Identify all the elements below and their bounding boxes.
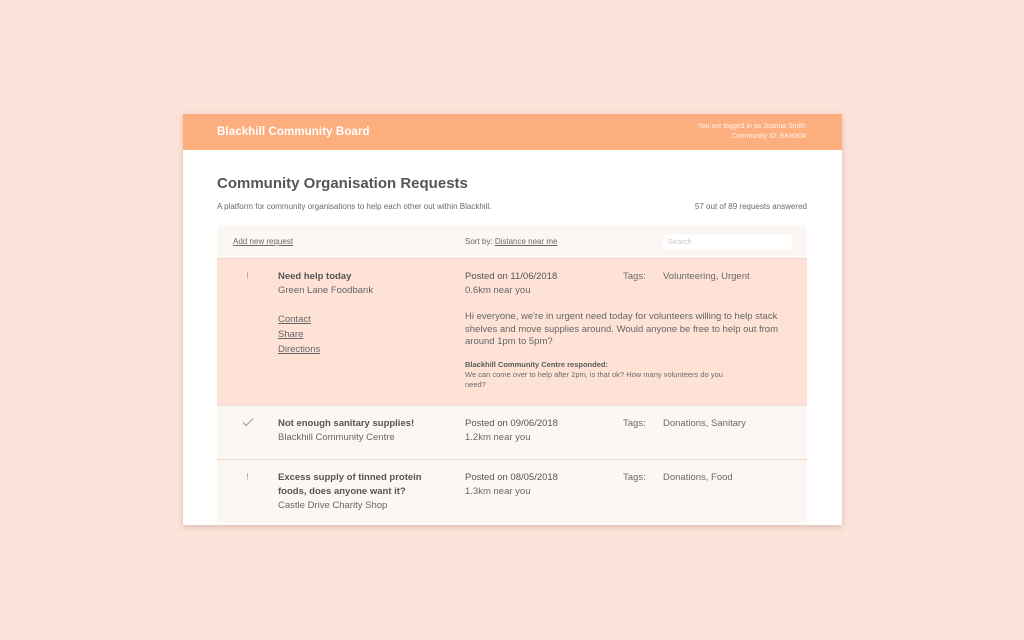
request-row[interactable] bbox=[217, 406, 807, 460]
sort-control bbox=[465, 237, 663, 246]
distance: 1.3km near you bbox=[465, 485, 531, 497]
distance: 1.2km near you bbox=[465, 431, 531, 443]
exclamation-icon: ! bbox=[246, 471, 249, 483]
header-bar bbox=[183, 114, 842, 150]
response-block bbox=[465, 360, 805, 390]
request-title: Not enough sanitary supplies! bbox=[278, 417, 415, 429]
distance: 0.6km near you bbox=[465, 285, 531, 296]
tags-values: Volunteering, Urgent bbox=[663, 271, 750, 282]
request-org: Blackhill Community Centre bbox=[278, 431, 395, 443]
community-id: Community ID: BKH304 bbox=[731, 133, 806, 140]
answered-stats: 57 out of 89 requests answered bbox=[694, 202, 807, 211]
tags-label: Tags: bbox=[623, 271, 646, 282]
app-window bbox=[183, 114, 842, 525]
page-subtitle: A platform for community organisations to help each other out within Blackhill. bbox=[217, 202, 492, 211]
search-input[interactable] bbox=[663, 235, 792, 249]
exclamation-icon: ! bbox=[246, 271, 249, 282]
brand-title[interactable]: Blackhill Community Board bbox=[217, 126, 370, 138]
posted-date: Posted on 11/06/2018 bbox=[465, 271, 558, 282]
posted-date: Posted on 08/05/2018 bbox=[465, 471, 558, 483]
request-org: Green Lane Foodbank bbox=[278, 285, 374, 296]
check-icon bbox=[217, 417, 278, 445]
sort-label: Sort by: bbox=[465, 237, 493, 246]
add-new-request-link[interactable]: Add new request bbox=[233, 237, 294, 246]
sort-option-link[interactable]: Distance near me bbox=[494, 237, 558, 246]
request-title: Excess supply of tinned protein foods, does anyone want it? bbox=[278, 471, 422, 497]
request-message: Hi everyone, we're in urgent need today for volunteers willing to help stack shelves and move supplies around. Would anyone be free to help out from around 1pm to 5pm? bbox=[465, 311, 778, 347]
directions-link[interactable]: Directions bbox=[278, 344, 321, 355]
logged-in-text: You are logged in as Joanna Smith bbox=[697, 122, 806, 130]
toolbar bbox=[217, 225, 807, 259]
requests-panel bbox=[217, 225, 807, 523]
tags-label: Tags: bbox=[623, 417, 646, 429]
response-author: Blackhill Community Centre responded: bbox=[465, 359, 608, 369]
page-title: Community Organisation Requests bbox=[217, 175, 468, 192]
tags-label: Tags: bbox=[623, 471, 646, 483]
user-info bbox=[698, 122, 806, 143]
share-link[interactable]: Share bbox=[278, 329, 304, 340]
request-row[interactable] bbox=[217, 460, 807, 523]
request-org: Castle Drive Charity Shop bbox=[278, 499, 388, 511]
response-text: We can come over to help after 2pm, is that ok? How many volunteers do you need? bbox=[465, 369, 723, 389]
posted-date: Posted on 09/06/2018 bbox=[465, 417, 558, 429]
tags-values: Donations, Food bbox=[663, 471, 733, 483]
request-row[interactable] bbox=[217, 259, 807, 406]
request-title: Need help today bbox=[278, 271, 352, 282]
tags-values: Donations, Sanitary bbox=[663, 417, 746, 429]
contact-link[interactable]: Contact bbox=[278, 314, 311, 325]
